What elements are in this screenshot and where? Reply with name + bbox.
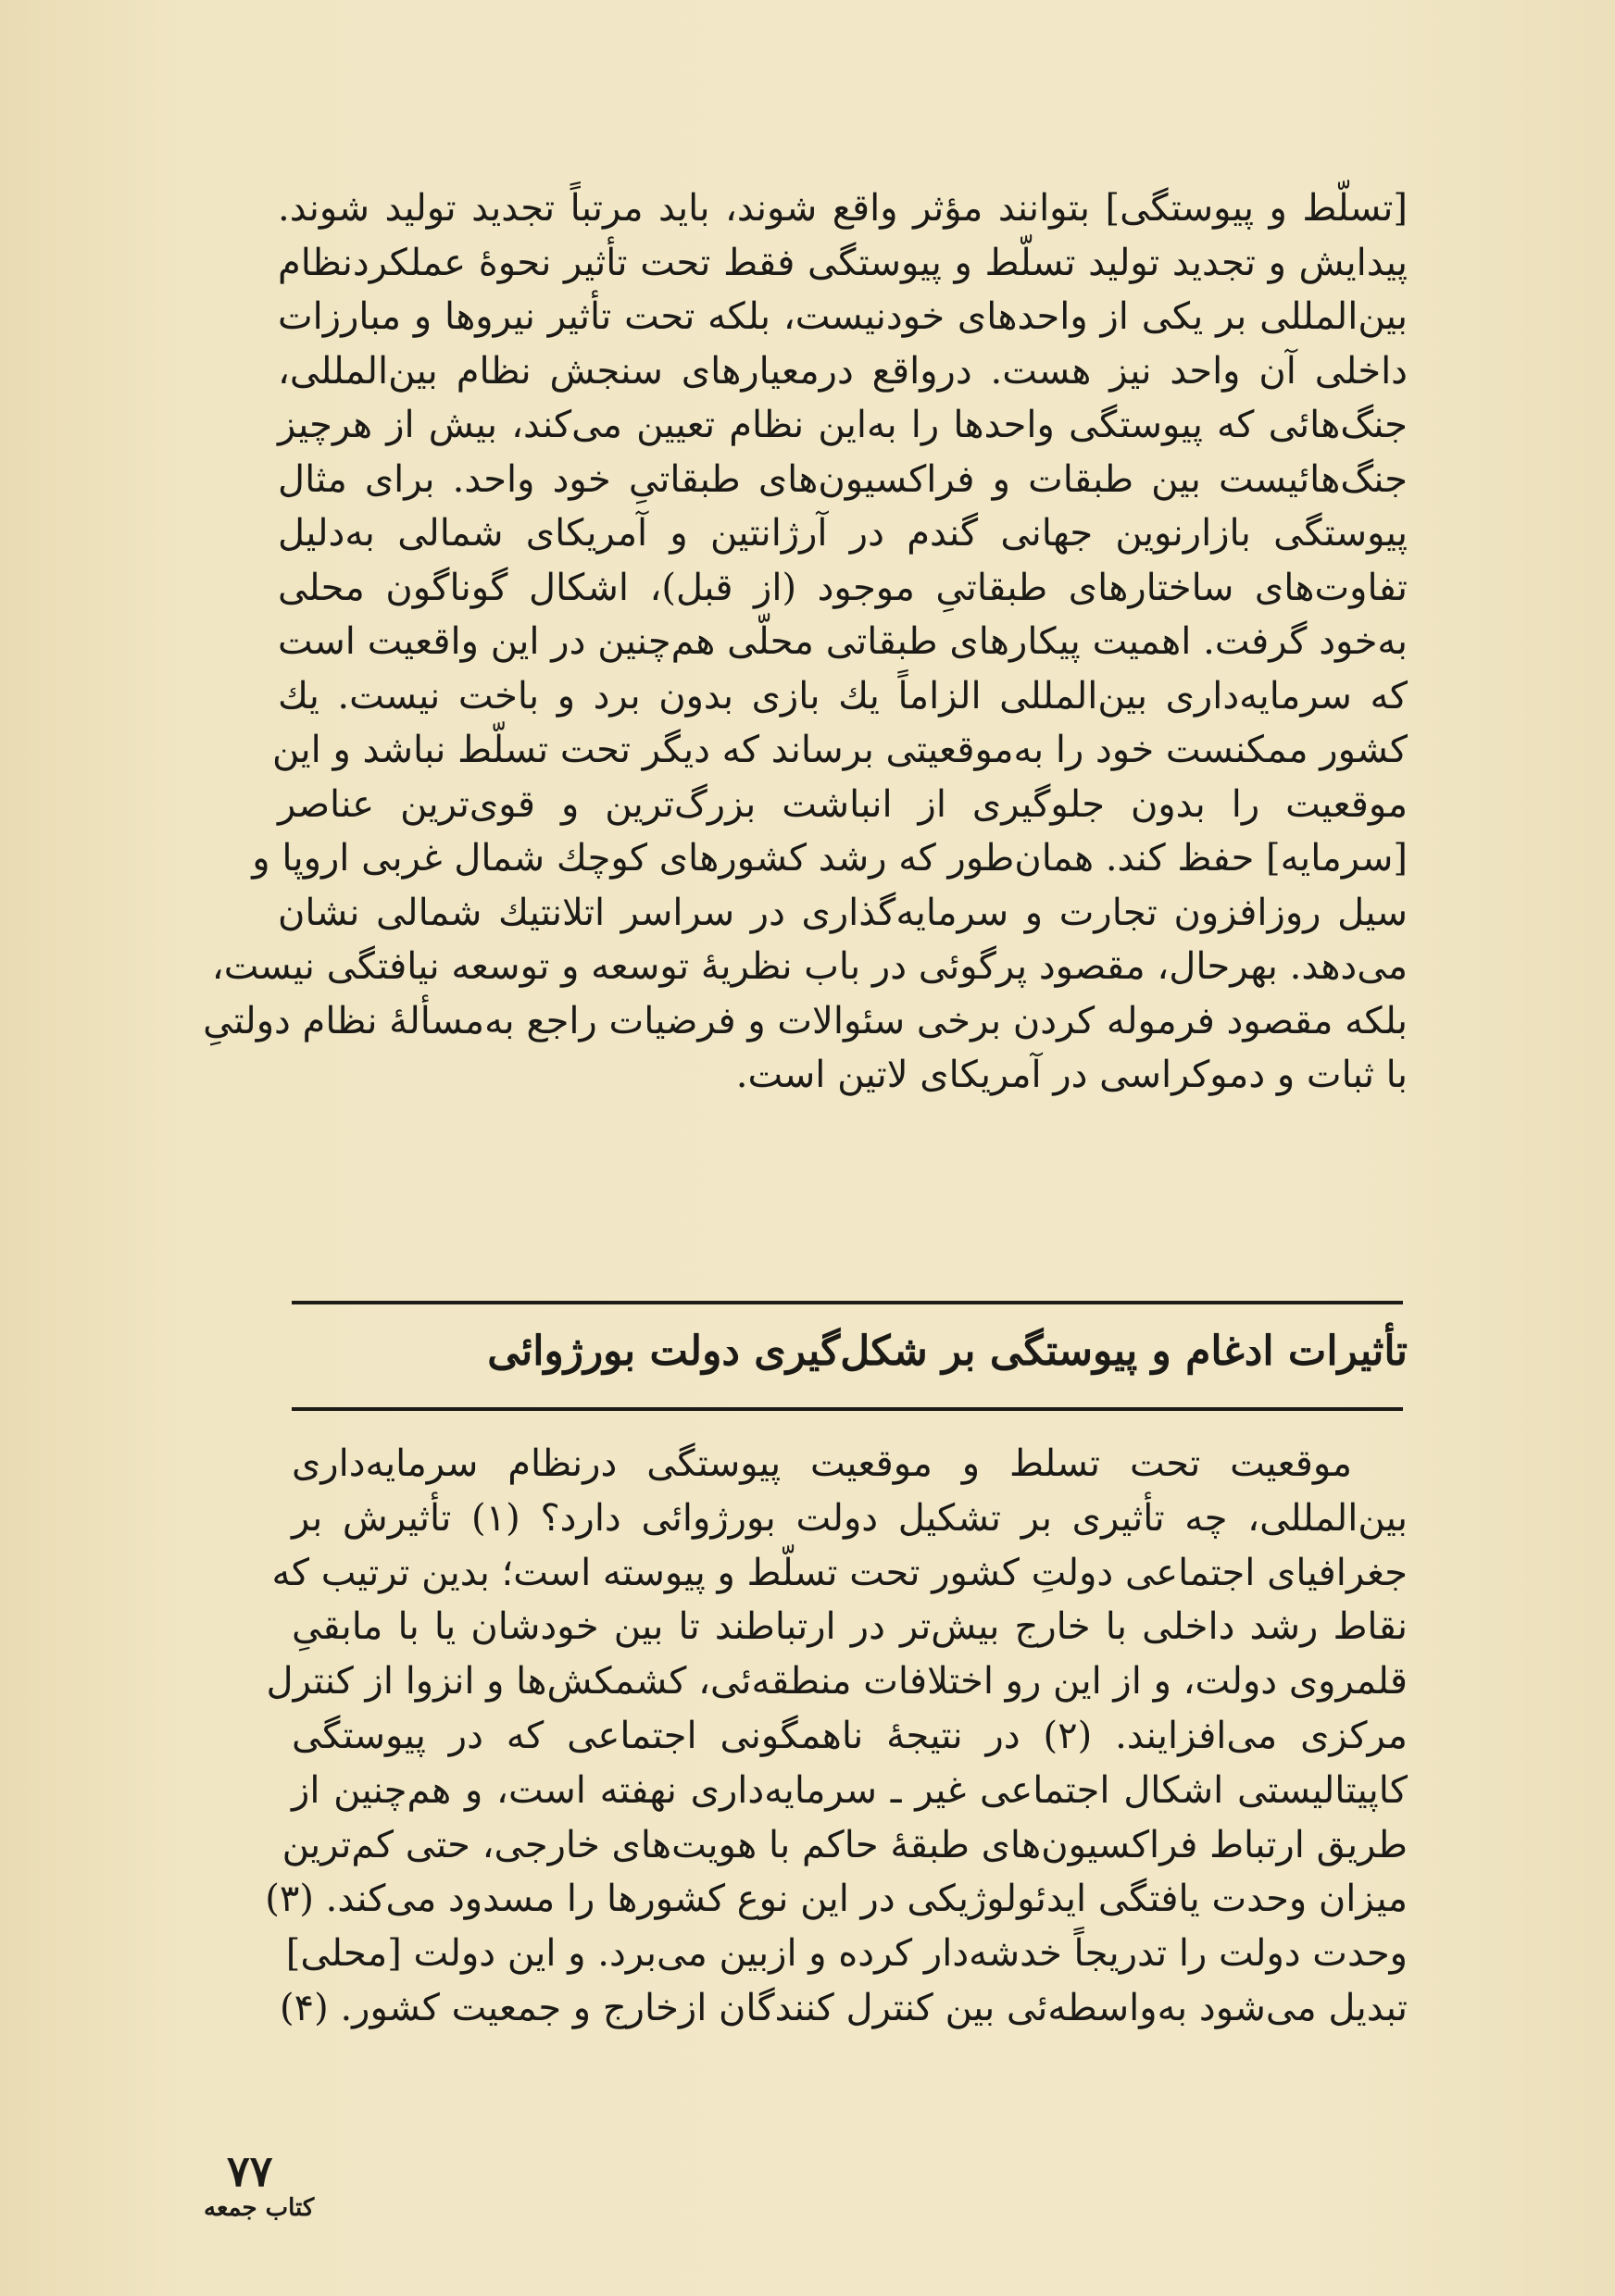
top-paragraph: [203, 181, 1408, 1103]
text-line: بین‌المللی بر یکی از واحدهای خودنیست، بلکه تحت تأثیر نیروها و مبارزات: [278, 295, 1408, 338]
section-divider-top: [292, 1301, 1403, 1304]
text-line: پیدایش و تجدید تولید تسلّط و پیوستگی فقط تحت تأثیر نحوهٔ عملکردنظام: [278, 241, 1408, 284]
text-line: جنگ‌هائی که پیوستگی واحدها را به‌این نظام تعیین می‌کند، بیش از هرچیز: [278, 404, 1408, 446]
text-line: [سرمایه] حفظ کند. همان‌طور که رشد کشورهای کوچك شمال غربی اروپا و: [252, 837, 1408, 880]
text-line: طریق ارتباط فراکسیون‌های طبقهٔ حاکم با هویت‌های خارجی، حتی کم‌ترین: [282, 1823, 1408, 1866]
text-line: تبدیل می‌شود به‌واسطه‌ئی بین کنترل کنندگان ازخارج و جمعیت کشور. (۴): [280, 1986, 1408, 2029]
text-line: تفاوت‌های ساختارهای طبقاتیِ موجود (از قبل)، اشکال گوناگون محلی: [278, 566, 1408, 609]
section-heading: تأثیرات ادغام و پیوستگی بر شکل‌گیری دولت بورژوائی: [487, 1328, 1408, 1375]
bottom-paragraph: [265, 1437, 1408, 2036]
text-line: نقاط رشد داخلی با خارج بیش‌تر در ارتباطند تا بین خودشان یا با مابقیِ: [292, 1605, 1408, 1649]
text-line: جنگ‌هائیست بین طبقات و فراکسیون‌های طبقاتیِ خود واحد. برای مثال: [278, 457, 1408, 501]
text-line: [تسلّط و پیوستگی] بتوانند مؤثر واقع شوند، باید مرتباً تجدید تولید شوند.: [278, 187, 1408, 230]
text-line: بین‌المللی، چه تأثیری بر تشکیل دولت بورژوائی دارد؟ (۱) تأثیرش بر: [292, 1496, 1408, 1540]
text-line: داخلی آن واحد نیز هست. درواقع درمعیارهای سنجش نظام بین‌المللی،: [278, 349, 1408, 393]
text-line: می‌دهد. بهرحال، مقصود پرگوئی در باب نظریهٔ توسعه و توسعه نیافتگی نیست،: [211, 945, 1408, 988]
text-line: جغرافیای اجتماعی دولتِ کشور تحت تسلّط و پیوسته است؛ بدین ترتیب که: [271, 1551, 1408, 1594]
text-line: که سرمایه‌داری بین‌المللی الزاماً یك بازی بدون برد و باخت نیست. یك: [278, 674, 1408, 718]
text-line: بلکه مقصود فرموله کردن برخی سئوالات و فرضیات راجع به‌مسألهٔ نظام دولتیِ: [203, 999, 1408, 1042]
publication-label: کتاب جمعه: [204, 2194, 315, 2222]
text-line: وحدت دولت را تدریجاً خدشه‌دار کرده و ازبین می‌برد. و این دولت [محلی]: [285, 1932, 1408, 1976]
text-line: به‌خود گرفت. اهمیت پیکارهای طبقاتی محلّی هم‌چنین در این واقعیت است: [278, 620, 1408, 663]
text-line: کاپیتالیستی اشکال اجتماعی غیر ـ سرمایه‌داری نهفته است، و هم‌چنین از: [292, 1768, 1408, 1812]
text-line: قلمروی دولت، و از این رو اختلافات منطقه‌ئی، کشمکش‌ها و انزوا از کنترل: [266, 1660, 1408, 1703]
text-line: میزان وحدت یافتگی ایدئولوژیکی در این نوع کشورها را مسدود می‌کند. (۳): [265, 1878, 1408, 1921]
text-line: مرکزی می‌افزایند. (۲) در نتیجهٔ ناهمگونی اجتماعی که در پیوستگی: [292, 1714, 1408, 1757]
text-line: با ثبات و دموکراسی در آمریکای لاتین است.: [735, 1054, 1408, 1096]
text-line: کشور ممکنست خود را به‌موقعیتی برساند که دیگر تحت تسلّط نباشد و این: [272, 729, 1408, 771]
page-number: ۷۷: [227, 2146, 273, 2196]
text-line: موقعیت تحت تسلط و موقعیت پیوستگی درنظام سرمایه‌داری: [292, 1442, 1352, 1485]
text-line: پیوستگی بازارنوین جهانی گندم در آرژانتین و آمریکای شمالی به‌دلیل: [278, 512, 1408, 555]
text-line: سیل روزافزون تجارت و سرمایه‌گذاری در سراسر اتلانتیك شمالی نشان: [278, 891, 1408, 934]
text-line: موقعیت را بدون جلوگیری از انباشت بزرگ‌ترین و قوی‌ترین عناصر: [278, 782, 1408, 826]
section-divider-bottom: [292, 1407, 1403, 1411]
